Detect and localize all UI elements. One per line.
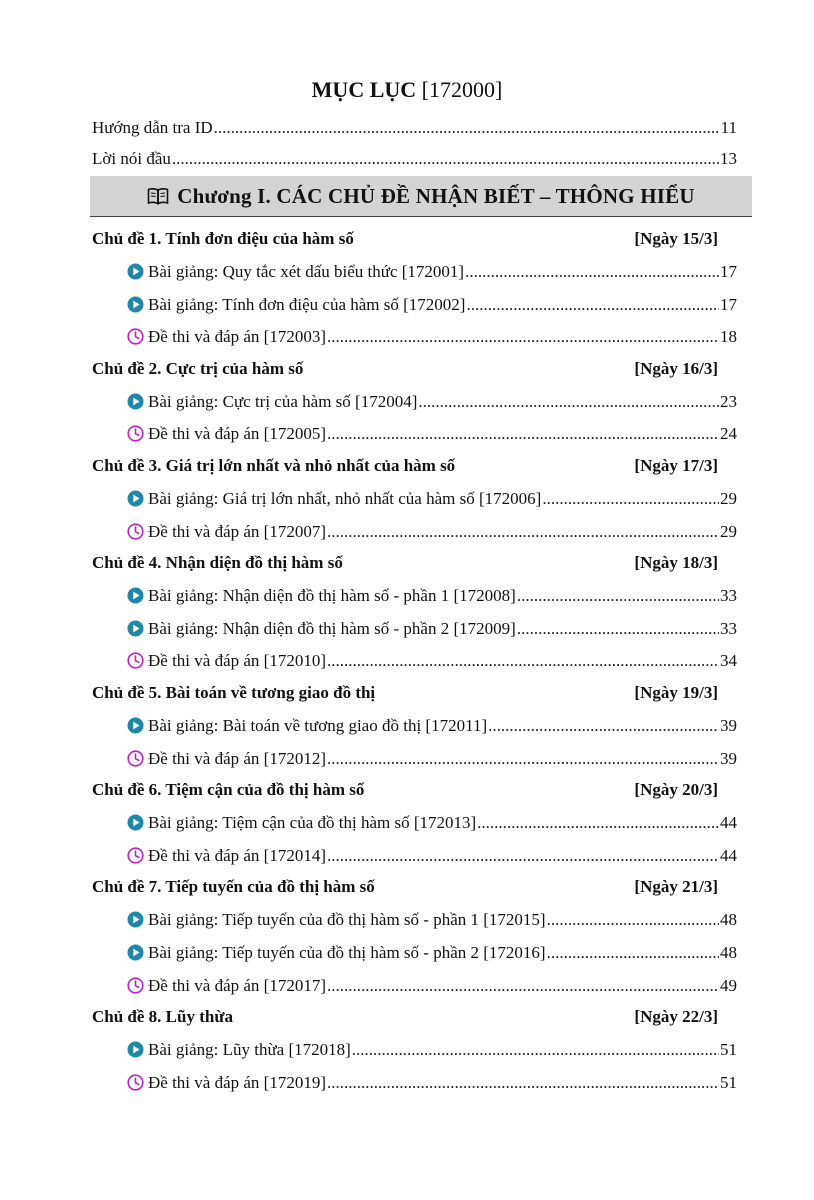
toc-entry-label: Bài giảng: Quy tắc xét dấu biểu thức [172001] bbox=[148, 262, 465, 281]
toc-entry-page: 39 bbox=[720, 748, 737, 768]
dot-leader bbox=[547, 942, 719, 964]
topic-title: Chủ đề 4. Nhận diện đồ thị hàm số bbox=[92, 553, 343, 573]
lecture-entry[interactable] bbox=[127, 714, 737, 737]
page-title bbox=[0, 76, 814, 104]
play-icon bbox=[127, 263, 144, 280]
toc-entry-label: Lời nói đầu bbox=[92, 149, 171, 168]
toc-entry-page: 17 bbox=[720, 262, 737, 281]
exam-entry[interactable] bbox=[127, 325, 737, 348]
dot-leader bbox=[327, 845, 719, 867]
toc-entry-page: 48 bbox=[720, 910, 737, 930]
page-title-id: [172000] bbox=[421, 77, 503, 102]
play-icon bbox=[127, 944, 144, 961]
topic-heading[interactable] bbox=[92, 779, 718, 801]
dot-leader bbox=[327, 748, 719, 770]
exam-entry[interactable] bbox=[127, 844, 737, 867]
dot-leader bbox=[517, 618, 719, 640]
clock-icon bbox=[127, 425, 144, 442]
toc-entry-label: Bài giảng: Tiếp tuyến của đồ thị hàm số - phần 2 [172016] bbox=[148, 943, 546, 962]
topic-heading[interactable] bbox=[92, 228, 718, 250]
toc-entry-page: 33 bbox=[720, 586, 737, 606]
toc-entry-label: Bài giảng: Tiệm cận của đồ thị hàm số [172013] bbox=[148, 813, 477, 833]
toc-entry-page: 18 bbox=[720, 327, 737, 347]
topic-date: [Ngày 18/3] bbox=[634, 553, 718, 573]
toc-entry-page: 51 bbox=[720, 1040, 737, 1060]
topic-heading[interactable] bbox=[92, 1006, 718, 1028]
clock-icon bbox=[127, 977, 144, 994]
clock-icon bbox=[127, 750, 144, 767]
toc-entry-page: 29 bbox=[720, 489, 737, 508]
toc-entry-label: Bài giảng: Nhận diện đồ thị hàm số - phần 1 [172008] bbox=[148, 586, 516, 606]
toc-entry-label: Đề thi và đáp án [172019] bbox=[148, 1072, 326, 1092]
clock-icon bbox=[127, 1074, 144, 1091]
toc-entry-page: 34 bbox=[720, 651, 737, 671]
toc-entry-label: Hướng dẫn tra ID bbox=[92, 118, 213, 137]
dot-leader bbox=[418, 391, 719, 413]
dot-leader bbox=[465, 261, 719, 283]
toc-entry-label: Đề thi và đáp án [172003] bbox=[148, 327, 326, 347]
lecture-entry[interactable] bbox=[127, 811, 737, 834]
toc-entry-page: 17 bbox=[720, 294, 737, 314]
toc-entry-label: Bài giảng: Giá trị lớn nhất, nhỏ nhất của hàm số [172006] bbox=[148, 489, 542, 508]
lecture-entry[interactable] bbox=[127, 617, 737, 640]
dot-leader bbox=[488, 715, 719, 737]
toc-entry-page: 24 bbox=[720, 424, 737, 444]
play-icon bbox=[127, 1041, 144, 1058]
lecture-entry[interactable] bbox=[127, 260, 737, 283]
topic-title: Chủ đề 8. Lũy thừa bbox=[92, 1007, 234, 1027]
toc-entry-label: Đề thi và đáp án [172010] bbox=[148, 651, 326, 671]
toc-entry-preface[interactable] bbox=[92, 148, 737, 170]
toc-entry-label: Đề thi và đáp án [172005] bbox=[148, 424, 326, 444]
topic-date: [Ngày 21/3] bbox=[634, 877, 718, 897]
clock-icon bbox=[127, 847, 144, 864]
lecture-entry[interactable] bbox=[127, 390, 737, 413]
play-icon bbox=[127, 490, 144, 507]
toc-entry-page: 44 bbox=[720, 813, 737, 833]
book-icon bbox=[147, 187, 169, 205]
play-icon bbox=[127, 620, 144, 637]
exam-entry[interactable] bbox=[127, 1071, 737, 1094]
toc-entry-page: 44 bbox=[720, 845, 737, 865]
toc-entry-page: 39 bbox=[720, 716, 737, 735]
lecture-entry[interactable] bbox=[127, 941, 737, 964]
toc-entry-page: 48 bbox=[720, 943, 737, 962]
clock-icon bbox=[127, 523, 144, 540]
exam-entry[interactable] bbox=[127, 974, 737, 997]
play-icon bbox=[127, 717, 144, 734]
exam-entry[interactable] bbox=[127, 649, 737, 672]
dot-leader bbox=[327, 326, 719, 348]
topic-heading[interactable] bbox=[92, 358, 718, 380]
dot-leader bbox=[352, 1039, 719, 1061]
topic-title: Chủ đề 3. Giá trị lớn nhất và nhỏ nhất của hàm số bbox=[92, 456, 456, 475]
lecture-entry[interactable] bbox=[127, 908, 737, 931]
dot-leader bbox=[547, 909, 719, 931]
toc-entry-page: 51 bbox=[720, 1072, 737, 1092]
toc-entry-label: Bài giảng: Nhận diện đồ thị hàm số - phần 2 [172009] bbox=[148, 618, 516, 638]
topic-title: Chủ đề 2. Cực trị của hàm số bbox=[92, 358, 304, 378]
dot-leader bbox=[477, 812, 719, 834]
topic-heading[interactable] bbox=[92, 552, 718, 574]
play-icon bbox=[127, 814, 144, 831]
toc-entry-guide[interactable] bbox=[92, 117, 737, 139]
topic-date: [Ngày 19/3] bbox=[634, 683, 718, 702]
dot-leader bbox=[172, 148, 719, 170]
dot-leader bbox=[327, 1072, 719, 1094]
toc-entry-label: Đề thi và đáp án [172017] bbox=[148, 975, 326, 995]
toc-entry-label: Đề thi và đáp án [172012] bbox=[148, 748, 326, 768]
dot-leader bbox=[327, 975, 719, 997]
topic-title: Chủ đề 6. Tiệm cận của đồ thị hàm số bbox=[92, 780, 365, 800]
lecture-entry[interactable] bbox=[127, 584, 737, 607]
play-icon bbox=[127, 587, 144, 604]
toc-entry-label: Bài giảng: Tính đơn điệu của hàm số [172002] bbox=[148, 294, 466, 314]
toc-entry-page: 29 bbox=[720, 521, 737, 541]
page-title-main: MỤC LỤC bbox=[311, 77, 417, 102]
topic-title: Chủ đề 1. Tính đơn điệu của hàm số bbox=[92, 229, 354, 248]
toc-entry-page: 11 bbox=[720, 118, 737, 137]
topic-title: Chủ đề 7. Tiếp tuyến của đồ thị hàm số bbox=[92, 877, 375, 897]
clock-icon bbox=[127, 328, 144, 345]
toc-entry-page: 13 bbox=[720, 149, 737, 168]
toc-entry-page: 23 bbox=[720, 391, 737, 411]
exam-entry[interactable] bbox=[127, 520, 737, 543]
lecture-entry[interactable] bbox=[127, 1038, 737, 1061]
topic-title: Chủ đề 5. Bài toán về tương giao đồ thị bbox=[92, 683, 376, 702]
dot-leader bbox=[327, 423, 719, 445]
toc-entry-label: Đề thi và đáp án [172014] bbox=[148, 845, 326, 865]
toc-entry-label: Bài giảng: Tiếp tuyến của đồ thị hàm số - phần 1 [172015] bbox=[148, 910, 546, 930]
toc-entry-page: 49 bbox=[720, 975, 737, 995]
play-icon bbox=[127, 393, 144, 410]
topic-date: [Ngày 20/3] bbox=[634, 780, 718, 800]
dot-leader bbox=[327, 650, 719, 672]
lecture-entry[interactable] bbox=[127, 487, 737, 510]
play-icon bbox=[127, 911, 144, 928]
topic-date: [Ngày 17/3] bbox=[634, 456, 718, 475]
play-icon bbox=[127, 296, 144, 313]
exam-entry[interactable] bbox=[127, 422, 737, 445]
topic-heading[interactable] bbox=[92, 682, 718, 704]
toc-entry-label: Bài giảng: Cực trị của hàm số [172004] bbox=[148, 391, 418, 411]
dot-leader bbox=[327, 521, 719, 543]
dot-leader bbox=[214, 117, 720, 139]
toc-entry-label: Bài giảng: Lũy thừa [172018] bbox=[148, 1040, 351, 1060]
clock-icon bbox=[127, 652, 144, 669]
chapter-heading[interactable] bbox=[90, 176, 752, 217]
topic-heading[interactable] bbox=[92, 455, 718, 477]
dot-leader bbox=[517, 585, 719, 607]
chapter-title: Chương I. CÁC CHỦ ĐỀ NHẬN BIẾT – THÔNG HIỂU bbox=[177, 183, 695, 208]
exam-entry[interactable] bbox=[127, 747, 737, 770]
toc-entry-label: Đề thi và đáp án [172007] bbox=[148, 521, 326, 541]
toc-entry-page: 33 bbox=[720, 618, 737, 638]
toc-entry-label: Bài giảng: Bài toán về tương giao đồ thị [172011] bbox=[148, 716, 488, 735]
lecture-entry[interactable] bbox=[127, 293, 737, 316]
topic-heading[interactable] bbox=[92, 876, 718, 898]
topic-date: [Ngày 16/3] bbox=[634, 358, 718, 378]
dot-leader bbox=[466, 294, 719, 316]
topic-date: [Ngày 22/3] bbox=[634, 1007, 718, 1027]
topic-date: [Ngày 15/3] bbox=[634, 229, 718, 248]
dot-leader bbox=[542, 488, 719, 510]
